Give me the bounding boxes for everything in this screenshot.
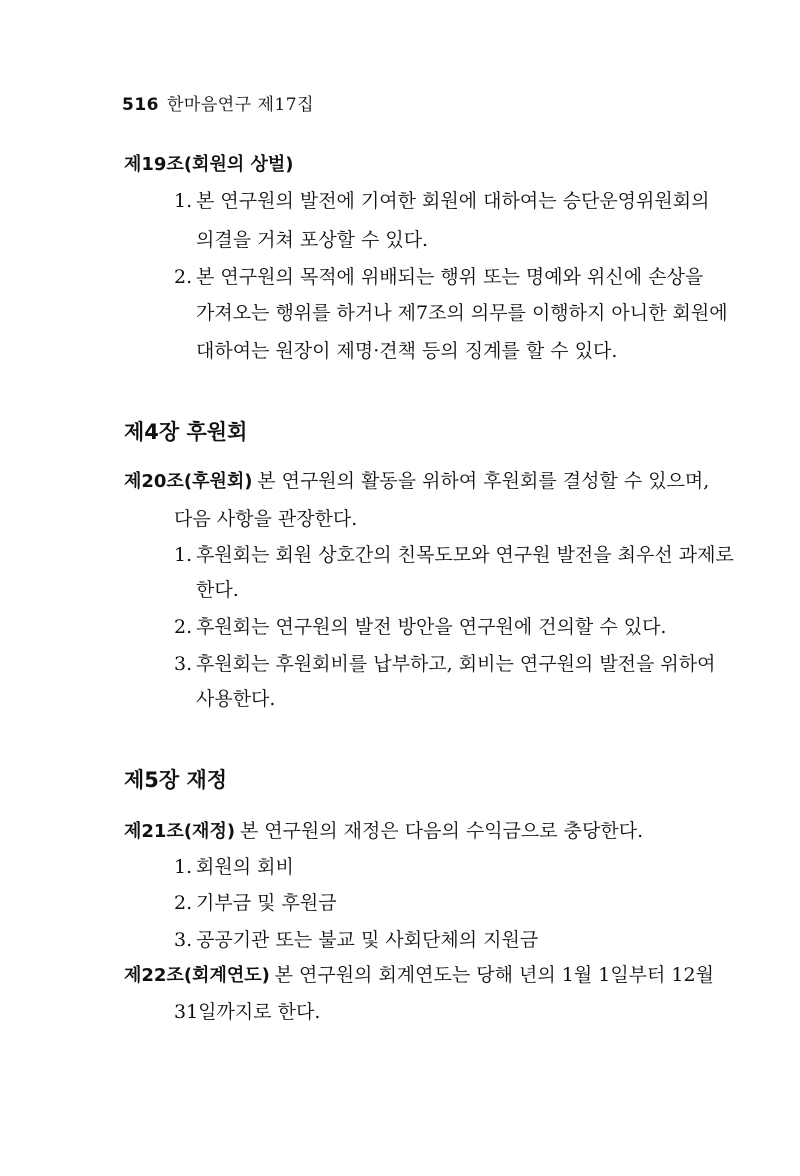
item-number: 1. <box>174 190 193 212</box>
article-20-item-1-line-2: 한다. <box>196 579 239 601</box>
item-number: 1. <box>174 544 193 566</box>
article-19-item-1-line-1: 1. 본 연구원의 발전에 기여한 회원에 대하여는 승단운영위원회의 <box>174 190 710 212</box>
article-21-title: 제21조(재정) <box>124 821 236 842</box>
article-20-item-2: 2. 후원회는 연구원의 발전 방안을 연구원에 건의할 수 있다. <box>174 616 667 638</box>
item-number: 2. <box>174 616 193 638</box>
article-19-item-2-line-3: 대하여는 원장이 제명·견책 등의 징계를 할 수 있다. <box>196 340 618 362</box>
running-header <box>122 90 314 115</box>
item-number: 2. <box>174 266 193 288</box>
article-20-item-3-line-2: 사용한다. <box>196 688 276 710</box>
article-20-title: 제20조(후원회) <box>124 471 253 492</box>
article-19-title: 제19조(회원의 상벌) <box>124 154 294 175</box>
item-number: 1. <box>174 856 193 878</box>
chapter-4-heading: 제4장 후원회 <box>124 420 248 444</box>
article-19-item-2-line-1: 2. 본 연구원의 목적에 위배되는 행위 또는 명예와 위신에 손상을 <box>174 266 704 288</box>
chapter-5-heading: 제5장 재정 <box>124 768 228 792</box>
page-number: 516 <box>122 95 159 115</box>
article-20-item-1-line-1: 1. 후원회는 회원 상호간의 친목도모와 연구원 발전을 최우선 과제로 <box>174 544 734 566</box>
article-22-line-1: 제22조(회계연도) 본 연구원의 회계연도는 당해 년의 1월 1일부터 12월 <box>124 964 714 986</box>
article-22-line-2: 31일까지로 한다. <box>174 1001 321 1023</box>
item-number: 2. <box>174 892 193 914</box>
article-21-item-1: 1. 회원의 회비 <box>174 856 294 878</box>
article-21-item-3: 3. 공공기관 또는 불교 및 사회단체의 지원금 <box>174 929 539 951</box>
article-22-title: 제22조(회계연도) <box>124 965 270 986</box>
article-20-item-3-line-1: 3. 후원회는 후원회비를 납부하고, 회비는 연구원의 발전을 위하여 <box>174 653 716 675</box>
article-21-item-2: 2. 기부금 및 후원금 <box>174 892 337 914</box>
item-number: 3. <box>174 653 193 675</box>
article-19-item-1-line-2: 의결을 거쳐 포상할 수 있다. <box>196 229 429 251</box>
journal-title: 한마음연구 제17집 <box>167 95 314 115</box>
item-number: 3. <box>174 929 193 951</box>
article-20-line-1: 제20조(후원회) 본 연구원의 활동을 위하여 후원회를 결성할 수 있으며, <box>124 470 710 492</box>
article-20-line-2: 다음 사항을 관장한다. <box>174 508 358 530</box>
article-19-item-2-line-2: 가져오는 행위를 하거나 제7조의 의무를 이행하지 아니한 회원에 <box>196 302 728 324</box>
article-21-line-1: 제21조(재정) 본 연구원의 재정은 다음의 수익금으로 충당한다. <box>124 820 644 842</box>
